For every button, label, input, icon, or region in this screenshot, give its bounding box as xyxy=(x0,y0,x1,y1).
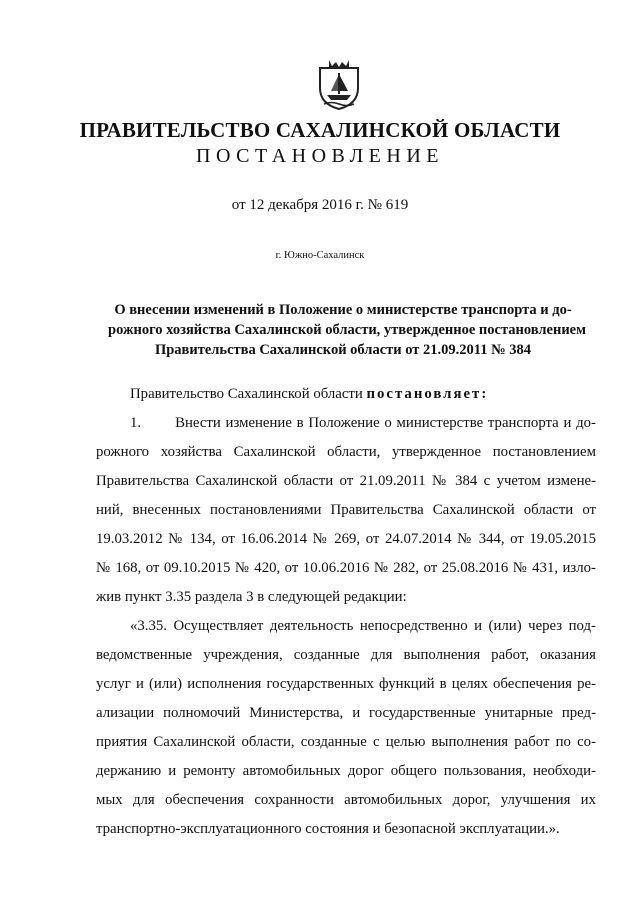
subject-line: Правительства Сахалинской области от 21.09.2011 № 384 xyxy=(154,342,532,358)
paragraph-line: рожного хозяйства Сахалинской области, утвержденное постановлением xyxy=(96,444,596,460)
preamble xyxy=(96,380,596,409)
document-type: ПОСТАНОВЛЕНИЕ xyxy=(196,145,444,167)
quote-line: держанию и ремонту автомобильных дорог общего пользования, необходи- xyxy=(96,763,596,779)
preamble-keyword: постановляет: xyxy=(366,386,489,402)
subject-line: О внесении изменений в Положение о министерстве транспорта и до- xyxy=(114,302,572,318)
paragraph-line: жив пункт 3.35 раздела 3 в следующей редакции: xyxy=(96,589,407,605)
document-date-number: от 12 декабря 2016 г. № 619 xyxy=(231,197,409,213)
government-title: ПРАВИТЕЛЬСТВО САХАЛИНСКОЙ ОБЛАСТИ xyxy=(79,118,561,142)
paragraph-line: № 168, от 09.10.2015 № 420, от 10.06.2016 № 282, от 25.08.2016 № 431, изло- xyxy=(96,560,596,576)
document-place: г. Южно-Сахалинск xyxy=(275,250,365,261)
paragraph-line xyxy=(96,409,596,438)
subject-line: рожного хозяйства Сахалинской области, утвержденное постановлением xyxy=(108,322,586,338)
document-body xyxy=(96,380,596,844)
quote-line: услуг и (или) исполнения государственных функций в целях обеспечения ре- xyxy=(96,676,596,692)
quote-line: транспортно-эксплуатационного состояния и безопасной эксплуатации.». xyxy=(96,821,560,837)
quote-line: приятия Сахалинской области, созданные с целью выполнения работ по со- xyxy=(96,734,596,750)
sakhalin-coat-of-arms-icon xyxy=(316,58,362,110)
quote-line: «3.35. Осуществляет деятельность непосредственно и (или) через под- xyxy=(130,618,596,634)
quote-line: ализации полномочий Министерства, и государственные унитарные пред- xyxy=(96,705,596,721)
paragraph-line: 19.03.2012 № 134, от 16.06.2014 № 269, от 24.07.2014 № 344, от 19.05.2015 xyxy=(96,531,596,547)
quote-line: мых для обеспечения сохранности автомобильных дорог, улучшения их xyxy=(96,792,596,808)
preamble-text: Правительство Сахалинской области xyxy=(130,386,367,402)
item-number: 1. xyxy=(130,415,142,431)
document-subject xyxy=(108,300,586,360)
line-text: Внести изменение в Положение о министерстве транспорта и до- xyxy=(175,415,596,431)
paragraph-line: Правительства Сахалинской области от 21.09.2011 № 384 с учетом измене- xyxy=(96,473,596,489)
paragraph-line: ний, внесенных постановлениями Правительства Сахалинской области от xyxy=(96,502,596,518)
quote-line: ведомственные учреждения, созданные для выполнения работ, оказания xyxy=(96,647,596,663)
